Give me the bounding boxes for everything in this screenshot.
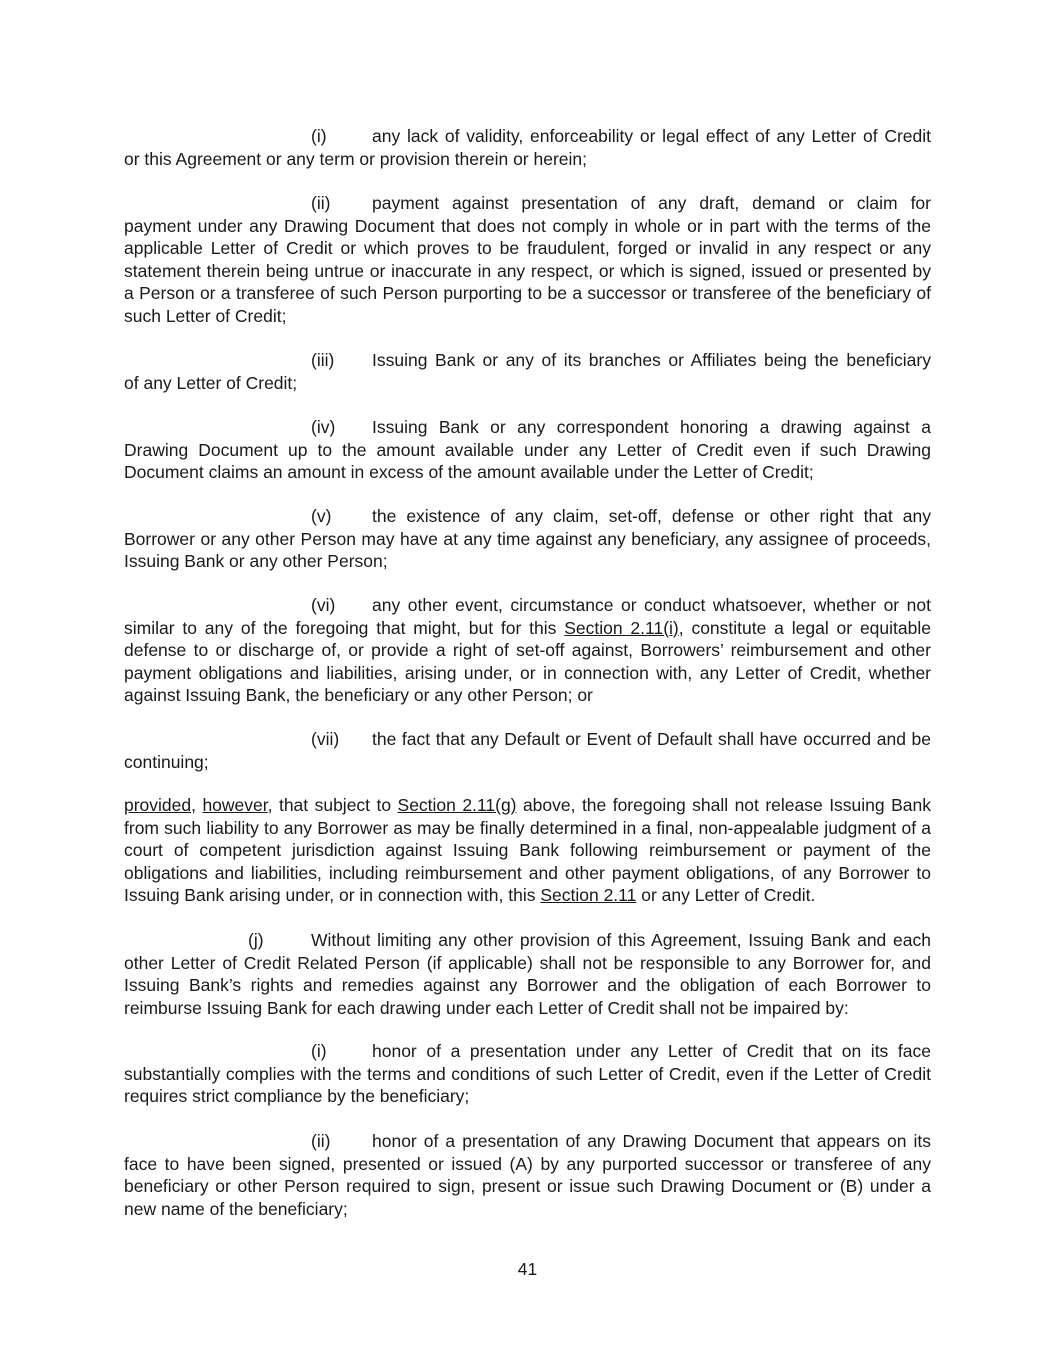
clause-first-line: any other event, circumstance or conduct whatsoever, whether or not: [372, 595, 931, 615]
clause-label: (ii): [311, 193, 331, 213]
clause-text: or this Agreement or any term or provision therein or herein;: [124, 148, 587, 169]
clause-label: (ii): [311, 1131, 331, 1151]
clause-first-line: honor of a presentation under any Letter of Credit that on its face: [372, 1041, 931, 1061]
clause-iv: [124, 416, 931, 484]
clause-text: , constitute a legal or equitable defense to or discharge of, or provide a right of set-off against, Borrowers’ reimbursement and other payment obligations and liabilities, arising under, or in connection with, any Letter of Credit, whether against Issuing Bank, the beneficiary or any other Person; or: [124, 617, 931, 705]
clause-v: [124, 505, 931, 573]
clause-i: [124, 125, 931, 170]
clause-label: (vii): [311, 729, 340, 749]
section-text: other Letter of Credit Related Person (if applicable) shall not be responsible to any Borrower for, and Issuing Bank’s rights and remedies against any Borrower and the obligation of each Borrower to reimburse Issuing Bank for each drawing under each Letter of Credit shall not be impaired by:: [124, 952, 931, 1018]
section-link[interactable]: Section 2.11(i): [564, 617, 679, 638]
clause-first-line: the fact that any Default or Event of Default shall have occurred and be: [372, 729, 931, 749]
proviso-text: ,: [191, 795, 203, 815]
section-link[interactable]: Section 2.11(g): [397, 795, 517, 815]
clause-label: (iii): [311, 350, 335, 370]
subclause-j-ii: [124, 1130, 931, 1220]
clause-first-line: any lack of validity, enforceability or legal effect of any Letter of Credit: [372, 126, 931, 146]
clause-label: (v): [311, 506, 332, 526]
clause-text: similar to any of the foregoing that might, but for this: [124, 617, 565, 638]
proviso-paragraph: [124, 794, 931, 907]
provided-term: provided: [124, 795, 192, 815]
clause-text: Borrower or any other Person may have at any time against any beneficiary, any assignee of proceeds, Issuing Bank or any other Person;: [124, 528, 931, 571]
proviso-text: , that subject to: [267, 795, 398, 815]
clause-vii: [124, 728, 931, 773]
section-label: (j): [248, 930, 264, 950]
clause-label: (i): [311, 1041, 327, 1061]
clause-label: (iv): [311, 417, 336, 437]
however-term: however: [202, 795, 268, 815]
clause-first-line: honor of a presentation of any Drawing Document that appears on its: [372, 1131, 931, 1151]
clause-text: continuing;: [124, 751, 209, 772]
section-link[interactable]: Section 2.11: [540, 885, 637, 905]
clause-iii: [124, 349, 931, 394]
subclause-j-i: [124, 1040, 931, 1108]
clause-label: (i): [311, 126, 327, 146]
page-number: 41: [517, 1259, 538, 1279]
clause-first-line: Issuing Bank or any correspondent honoring a drawing against a: [372, 417, 931, 437]
clause-first-line: Issuing Bank or any of its branches or Affiliates being the beneficiary: [372, 350, 931, 370]
clause-first-line: payment against presentation of any draft, demand or claim for: [372, 193, 931, 213]
section-j: [124, 929, 931, 1019]
clause-label: (vi): [311, 595, 336, 615]
clause-text: payment under any Drawing Document that does not comply in whole or in part with the terms of the applicable Letter of Credit or which proves to be fraudulent, forged or invalid in any respect or any statement therein being untrue or inaccurate in any respect, or which is signed, issued or presented by a Person or a transferee of such Person purporting to be a successor or transferee of the beneficiary of such Letter of Credit;: [124, 215, 931, 326]
clause-first-line: the existence of any claim, set-off, defense or other right that any: [372, 506, 931, 526]
clause-text: Drawing Document up to the amount available under any Letter of Credit even if such Drawing Document claims an amount in excess of the amount available under the Letter of Credit;: [124, 439, 931, 482]
clause-text: substantially complies with the terms and conditions of such Letter of Credit, even if the Letter of Credit requires strict compliance by the beneficiary;: [124, 1063, 931, 1106]
proviso-text: or any Letter of Credit.: [636, 885, 816, 905]
section-first-line: Without limiting any other provision of this Agreement, Issuing Bank and each: [311, 930, 931, 950]
clause-text: face to have been signed, presented or issued (A) by any purported successor or transferee of any beneficiary or other Person required to sign, present or issue such Drawing Document or (B) under a new name of the beneficiary;: [124, 1153, 931, 1219]
clause-ii: [124, 192, 931, 327]
clause-text: of any Letter of Credit;: [124, 372, 298, 393]
clause-vi: [124, 594, 931, 707]
proviso-text: above, the foregoing shall not release Issuing Bank from such liability to any Borrower as may be finally determined in a final, non-appealable judgment of a court of competent jurisdiction against Issuing Bank following reimbursement or payment of the obligations and liabilities, including reimbursement and other payment obligations, of any Borrower to Issuing Bank arising under, or in connection with, this: [124, 795, 931, 905]
